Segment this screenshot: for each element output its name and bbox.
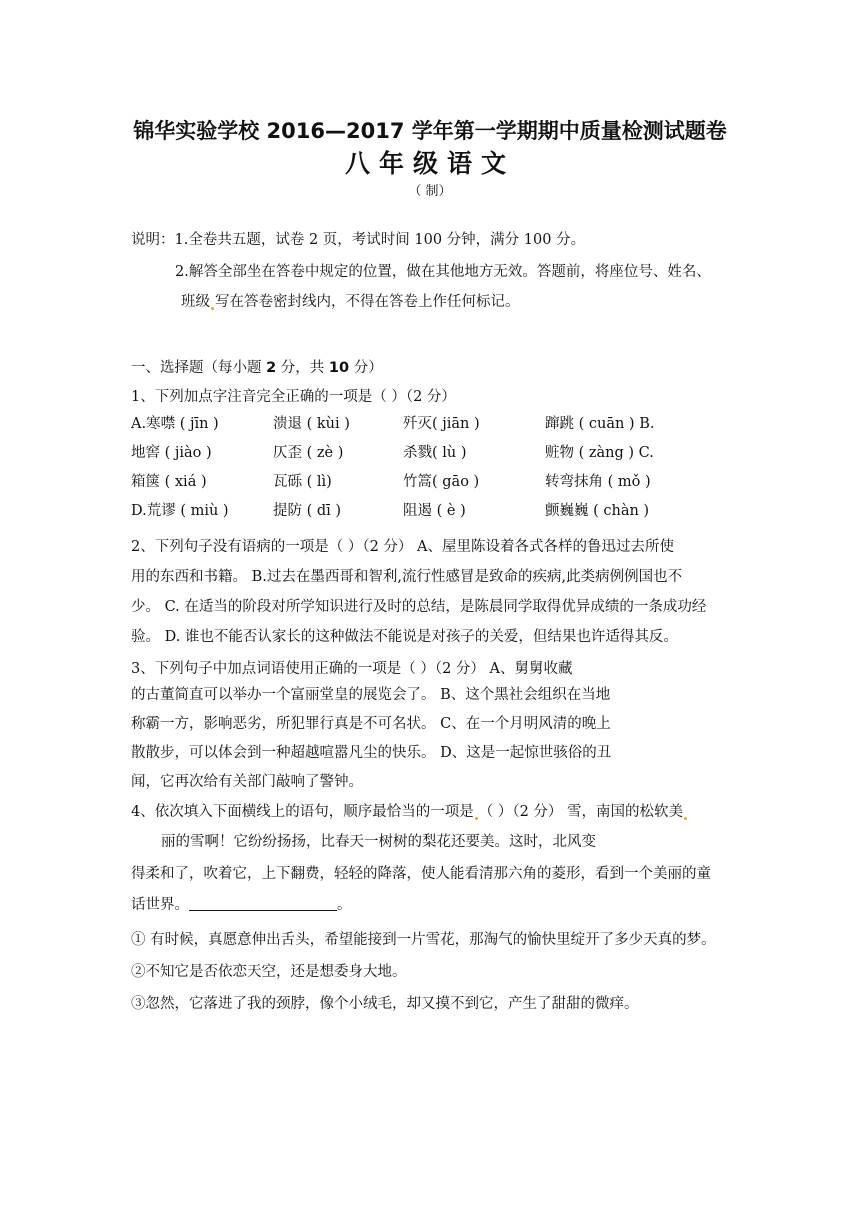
q4-option: ②不知它是否依恋天空，还是想委身大地。	[131, 964, 407, 980]
q1-option-cell: 竹篙( gāo )	[403, 474, 480, 490]
q4-line: 丽的雪啊！它纷纷扬扬，比春天一树树的梨花还要美。这时，北风变	[161, 834, 596, 850]
q1-option-cell: 杀戮( lù )	[403, 445, 467, 461]
maker-line: （ 制）	[408, 184, 452, 199]
q1-option-cell: 地窖 ( jiào )	[131, 445, 212, 461]
q4-line: 4、依次填入下面横线上的语句，顺序最恰当的一项是 （ ）（2 分） 雪，南国的松软美	[131, 800, 688, 821]
section-heading: 一、选择题（每小题 2 分，共 10 分）	[131, 360, 383, 376]
q1-option-cell: 箱箧 ( xiá )	[131, 474, 207, 490]
q4-line: 得柔和了，吹着它，上下翻费，轻轻的降落，使人能看清那六角的菱形，看到一个美丽的童	[131, 866, 711, 882]
q1-option-cell: A.寒噤 ( jīn )	[131, 416, 219, 432]
q1-option-cell: 提防 ( dī )	[273, 503, 342, 519]
mark-dot	[475, 817, 478, 820]
instruction-line-2: 2.解答全部坐在答卷中规定的位置，做在其他地方无效。答题前，将座位号、姓名、	[175, 264, 711, 280]
q2-line: 少。 C. 在适当的阶段对所学知识进行及时的总结，是陈晨同学取得优异成绩的一条成功经	[131, 599, 707, 615]
q4-option: ③忽然，它落进了我的颈脖，像个小绒毛，却又摸不到它，产生了甜甜的微痒。	[131, 996, 639, 1012]
q3-line: 散散步，可以体会到一种超越喧嚣凡尘的快乐。 D、这是一起惊世骇俗的丑	[131, 745, 612, 761]
q1-option-cell: 歼灭( jiān )	[403, 416, 480, 432]
q1-option-cell: 阻遏 ( è )	[403, 503, 466, 519]
q4-line: 话世界。 。	[131, 897, 352, 913]
exam-title: 锦华实验学校 2016—2017 学年第一学期期中质量检测试题卷	[133, 119, 727, 143]
q1-stem: 1、下列加点字注音完全正确的一项是（ ）（2 分）	[131, 389, 456, 405]
mark-dot	[684, 817, 687, 820]
q2-line: 2、下列句子没有语病的一项是（ ）（2 分） A、屋里陈设着各式各样的鲁迅过去所使	[131, 539, 674, 555]
q3-line: 3、下列句子中加点词语使用正确的一项是（ ）（2 分） A、舅舅收藏	[131, 661, 573, 677]
q3-line: 的古董简直可以举办一个富丽堂皇的展览会了。 B、这个黑社会组织在当地	[131, 687, 611, 703]
q1-option-cell: 蹿跳 ( cuān ) B.	[545, 416, 655, 432]
q2-line: 用的东西和书籍。 B.过去在墨西哥和智利,流行性感冒是致命的疾病,此类病例例国也不	[131, 569, 683, 585]
q1-option-cell: 瓦砾 ( lì)	[273, 474, 332, 490]
instruction-line-3: 班级 写在答卷密封线内，不得在答卷上作任何标记。	[181, 294, 520, 310]
q1-option-cell: D.荒谬 ( miù )	[131, 503, 229, 519]
q1-option-cell: 转弯抹角 ( mǒ )	[545, 474, 651, 490]
q1-option-cell: 颤巍巍 ( chàn )	[545, 503, 650, 519]
q4-option: ① 有时候，真愿意伸出舌头，希望能接到一片雪花，那淘气的愉快里绽开了多少天真的梦。	[131, 932, 716, 948]
q1-option-cell: 赃物 ( zàng ) C.	[545, 445, 654, 461]
instruction-line-1: 说明：1.全卷共五题，试卷 2 页，考试时间 100 分钟，满分 100 分。	[131, 232, 586, 248]
answer-blank	[189, 896, 337, 911]
q1-option-cell: 溃退 ( kùi )	[273, 416, 350, 432]
q1-option-cell: 仄歪 ( zè )	[273, 445, 344, 461]
q3-line: 闻，它再次给有关部门敲响了警钟。	[131, 774, 363, 790]
q3-line: 称霸一方，影响恶劣，所犯罪行真是不可名状。 C、在一个月明风清的晚上	[131, 716, 611, 732]
q2-line: 验。 D. 谁也不能否认家长的这种做法不能说是对孩子的关爱，但结果也许适得其反。	[131, 629, 678, 645]
mark-dot	[211, 307, 214, 310]
subject-title: 八年级语文	[344, 149, 515, 178]
